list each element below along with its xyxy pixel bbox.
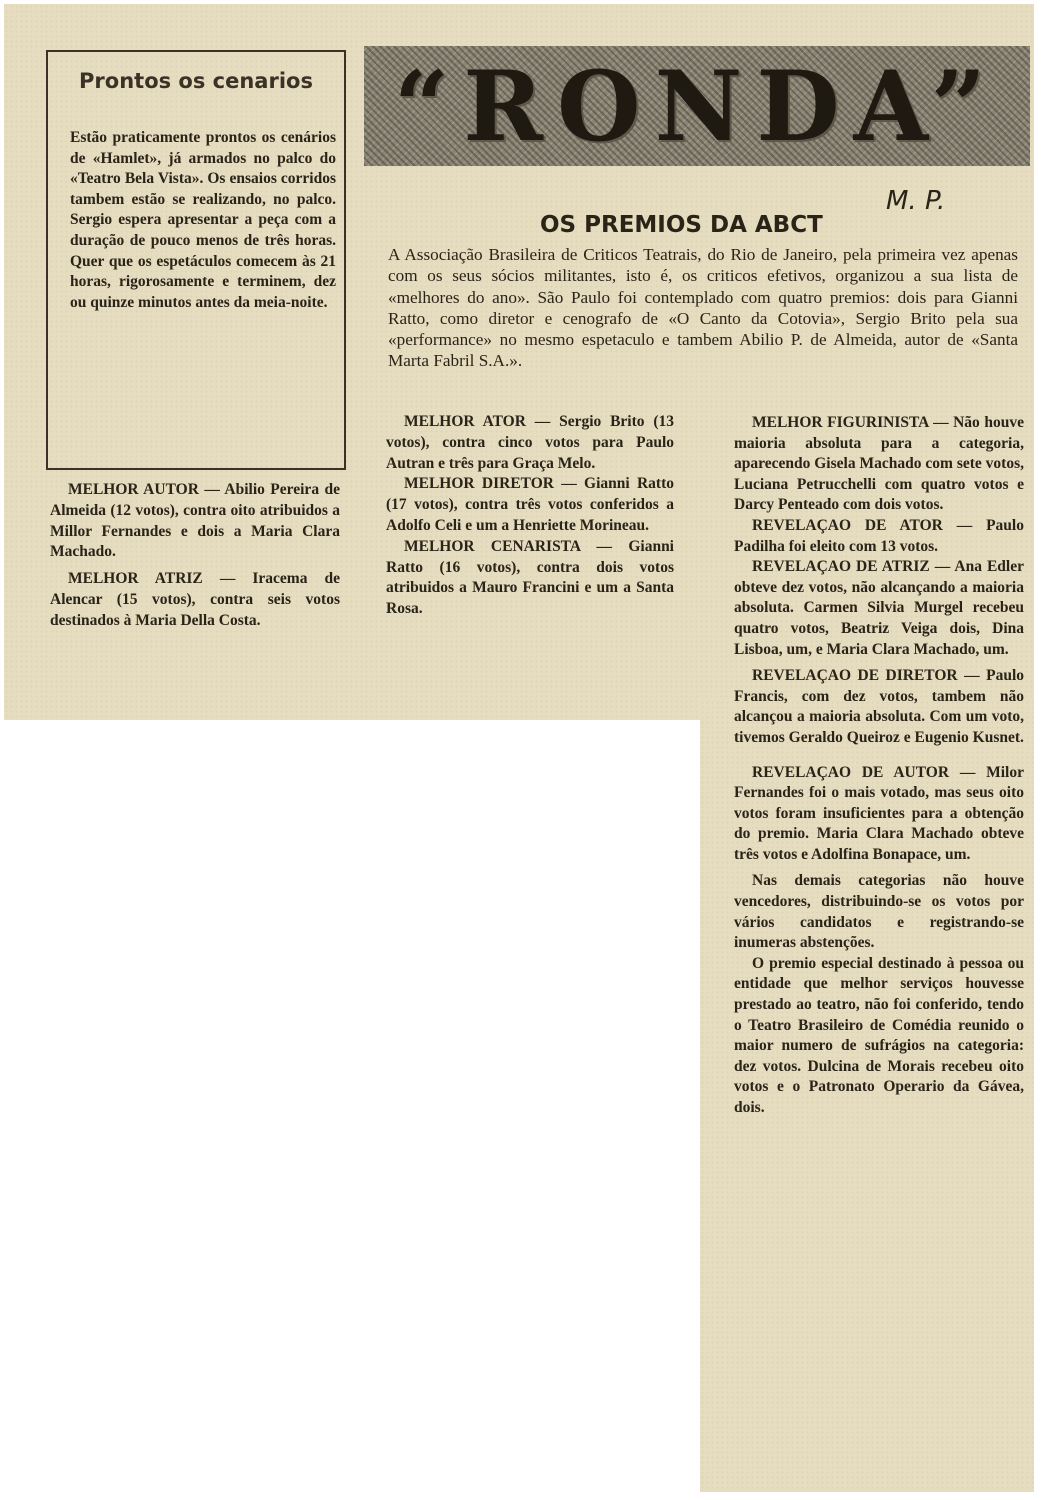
award-label: MELHOR ATRIZ [68, 570, 203, 588]
award-text: — Gianni Ratto (17 votos), contra três votos conferidos a Adolfo Celi e um a Henriette Morineau. [386, 475, 674, 534]
column-left [50, 480, 340, 632]
award-label: REVELAÇAO DE ATRIZ [752, 558, 930, 576]
column-middle [386, 412, 674, 620]
award-text: — Ana Edler obteve dez votos, não alcançando a maioria absoluta. Carmen Silvia Murgel recebeu quatro votos, Beatriz Veiga dois, Dina Lisboa, um, e Maria Clara Machado, um. [734, 558, 1024, 658]
column-right [734, 413, 1024, 1119]
paragraph-especial: O premio especial destinado à pessoa ou entidade que melhor serviços houvesse prestado ao teatro, não foi conferido, tendo o Teatro Brasileiro de Comédia reunido o maior numero de sufrágios na categoria: dez votos. Dulcina de Morais recebeu oito votos e o Patronato Operario da Gávea, dois. [734, 954, 1024, 1116]
headline: OS PREMIOS DA ABCT [540, 212, 823, 238]
award-revelacao-autor [734, 763, 1024, 866]
paragraph-demais: Nas demais categorias não houve vencedores, distribuindo-se os votos por vários candidatos e registrando-se inumeras abstenções. [734, 872, 1024, 952]
award-revelacao-atriz [734, 557, 1024, 660]
award-label: MELHOR FIGURINISTA [752, 414, 929, 431]
ronda-banner [364, 46, 1030, 166]
award-melhor-ator [386, 412, 674, 474]
award-label: REVELAÇAO DE ATOR [752, 516, 943, 534]
award-melhor-autor [50, 480, 340, 563]
sidebar-box [46, 50, 346, 470]
award-text: — Paulo Francis, com dez votos, tambem não alcançou a maioria absoluta. Com um voto, tivemos Geraldo Queiroz e Eugenio Kusnet. [734, 667, 1024, 746]
banner-title: “RONDA” [394, 49, 1000, 163]
award-melhor-diretor [386, 474, 674, 536]
award-label: REVELAÇAO DE DIRETOR [752, 667, 958, 685]
award-text: — Não houve maioria absoluta para a categoria, aparecendo Gisela Machado com sete votos, Luciana Petrucchelli com quatro votos e Darcy Penteado com dois votos. [734, 414, 1024, 514]
byline: M. P. [886, 186, 946, 216]
sidebar-title: Prontos os cenarios [79, 69, 313, 93]
intro-paragraph: A Associação Brasileira de Criticos Teatrais, do Rio de Janeiro, pela primeira vez apenas com os seus sócios militantes, isto é, os criticos efetivos, organizou a sua lista de «melhores do ano». São Paulo foi contemplado com quatro premios: dois para Gianni Ratto, como diretor e cenografo de «O Canto da Cotovia», Sergio Brito pela sua «performance» no mesmo espetaculo e tambem Abilio P. de Almeida, autor de «Santa Marta Fabril S.A.». [388, 245, 1018, 371]
award-label: MELHOR ATOR [404, 413, 526, 430]
award-label: MELHOR CENARISTA [404, 537, 581, 555]
sidebar-text: Estão praticamente prontos os cenários de «Hamlet», já armados no palco do «Teatro Bela Vista». Os ensaios corridos tambem estão se realizando, no palco. Sergio espera apresentar a peça com a duração de pouco menos de três horas. Quer que os espetáculos comecem às 21 horas, rigorosamente e terminem, dez ou quinze minutos antes da meia-noite. [70, 129, 336, 311]
award-text: — Iracema de Alencar (15 votos), contra seis votos destinados à Maria Della Costa. [50, 570, 341, 629]
award-melhor-atriz [50, 569, 340, 631]
award-melhor-cenarista [386, 537, 674, 620]
award-text: — Paulo Padilha foi eleito com 13 votos. [734, 516, 1024, 555]
award-revelacao-diretor [734, 666, 1024, 748]
award-text: — Abilio Pereira de Almeida (12 votos), contra oito atribuidos a Millor Fernandes e dois a Maria Clara Machado. [50, 481, 340, 561]
award-text: — Milor Fernandes foi o mais votado, mas seus oito votos foram insuficientes para a obtenção do premio. Maria Clara Machado obteve três votos e Adolfina Bonapace, um. [734, 763, 1024, 863]
award-label: MELHOR DIRETOR [404, 475, 554, 493]
award-text: — Sergio Brito (13 votos), contra cinco votos para Paulo Autran e três para Graça Melo. [386, 413, 674, 472]
award-text: — Gianni Ratto (16 votos), contra dois votos atribuidos a Mauro Francini e um a Santa Rosa. [386, 537, 674, 618]
award-revelacao-ator [734, 516, 1024, 557]
award-melhor-figurinista [734, 413, 1024, 516]
award-label: REVELAÇAO DE AUTOR [752, 763, 950, 781]
award-label: MELHOR AUTOR [68, 481, 199, 498]
